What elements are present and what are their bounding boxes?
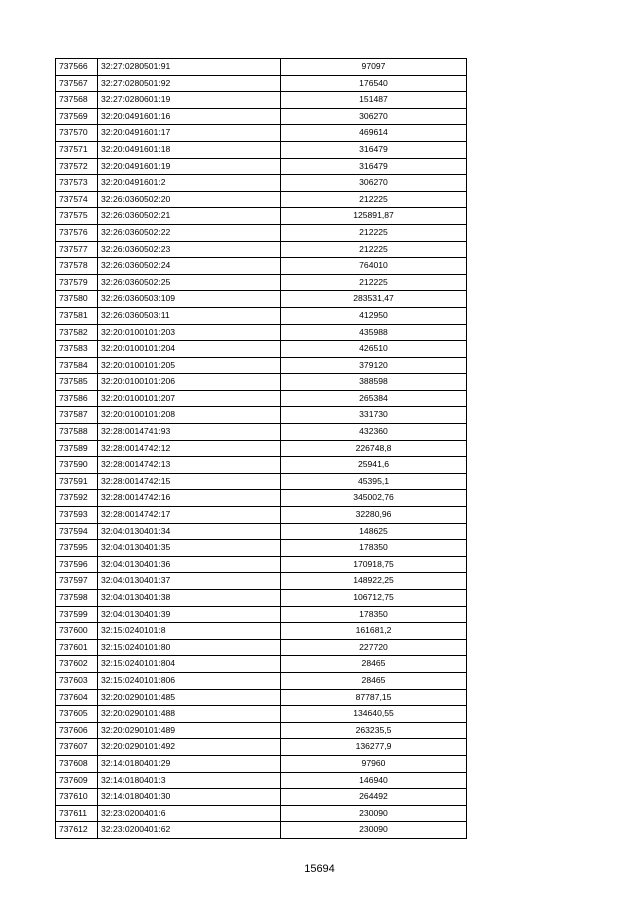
value-cell: 148625 — [281, 523, 467, 540]
cadastral-number-cell: 32:14:0180401:30 — [98, 789, 281, 806]
cadastral-number-cell: 32:20:0491601:17 — [98, 125, 281, 142]
cadastral-number-cell: 32:04:0130401:38 — [98, 590, 281, 607]
row-id-cell: 737609 — [56, 772, 98, 789]
value-cell: 170918,75 — [281, 556, 467, 573]
cadastral-number-cell: 32:15:0240101:80 — [98, 639, 281, 656]
table-row — [56, 789, 467, 806]
cadastral-number-cell: 32:27:0280501:91 — [98, 59, 281, 76]
table-row — [56, 357, 467, 374]
table-row — [56, 473, 467, 490]
row-id-cell: 737566 — [56, 59, 98, 76]
row-id-cell: 737611 — [56, 805, 98, 822]
row-id-cell: 737596 — [56, 556, 98, 573]
cadastral-number-cell: 32:26:0360503:11 — [98, 307, 281, 324]
row-id-cell: 737595 — [56, 540, 98, 557]
row-id-cell: 737571 — [56, 141, 98, 158]
value-cell: 28465 — [281, 672, 467, 689]
value-cell: 412950 — [281, 307, 467, 324]
value-cell: 45395,1 — [281, 473, 467, 490]
value-cell: 230090 — [281, 822, 467, 839]
row-id-cell: 737581 — [56, 307, 98, 324]
value-cell: 263235,5 — [281, 722, 467, 739]
cadastral-number-cell: 32:27:0280601:19 — [98, 92, 281, 109]
page-number: 15694 — [304, 863, 335, 875]
row-id-cell: 737569 — [56, 108, 98, 125]
row-id-cell: 737606 — [56, 722, 98, 739]
table-row — [56, 258, 467, 275]
row-id-cell: 737588 — [56, 424, 98, 441]
cadastral-number-cell: 32:20:0100101:206 — [98, 374, 281, 391]
value-cell: 426510 — [281, 341, 467, 358]
value-cell: 316479 — [281, 141, 467, 158]
table-row — [56, 440, 467, 457]
value-cell: 469614 — [281, 125, 467, 142]
cadastral-number-cell: 32:04:0130401:36 — [98, 556, 281, 573]
table-row — [56, 175, 467, 192]
row-id-cell: 737580 — [56, 291, 98, 308]
row-id-cell: 737577 — [56, 241, 98, 258]
cadastral-number-cell: 32:04:0130401:35 — [98, 540, 281, 557]
table-row — [56, 191, 467, 208]
value-cell: 306270 — [281, 108, 467, 125]
table-row — [56, 341, 467, 358]
cadastral-number-cell: 32:28:0014742:15 — [98, 473, 281, 490]
row-id-cell: 737607 — [56, 739, 98, 756]
row-id-cell: 737585 — [56, 374, 98, 391]
table-row — [56, 324, 467, 341]
table-row — [56, 772, 467, 789]
cadastral-number-cell: 32:23:0200401:62 — [98, 822, 281, 839]
table-row — [56, 623, 467, 640]
row-id-cell: 737587 — [56, 407, 98, 424]
row-id-cell: 737573 — [56, 175, 98, 192]
value-cell: 25941,6 — [281, 457, 467, 474]
table-row — [56, 59, 467, 76]
row-id-cell: 737593 — [56, 507, 98, 524]
table-row — [56, 141, 467, 158]
value-cell: 227720 — [281, 639, 467, 656]
table-row — [56, 523, 467, 540]
cadastral-number-cell: 32:23:0200401:6 — [98, 805, 281, 822]
value-cell: 230090 — [281, 805, 467, 822]
row-id-cell: 737590 — [56, 457, 98, 474]
value-cell: 764010 — [281, 258, 467, 275]
table-row — [56, 241, 467, 258]
table-row — [56, 457, 467, 474]
value-cell: 435988 — [281, 324, 467, 341]
table-row — [56, 739, 467, 756]
value-cell: 134640,55 — [281, 706, 467, 723]
value-cell: 226748,8 — [281, 440, 467, 457]
row-id-cell: 737575 — [56, 208, 98, 225]
cadastral-number-cell: 32:14:0180401:29 — [98, 755, 281, 772]
cadastral-number-cell: 32:20:0290101:488 — [98, 706, 281, 723]
row-id-cell: 737608 — [56, 755, 98, 772]
table-row — [56, 108, 467, 125]
cadastral-number-cell: 32:04:0130401:39 — [98, 606, 281, 623]
table-row — [56, 689, 467, 706]
value-cell: 212225 — [281, 224, 467, 241]
cadastral-number-cell: 32:20:0491601:18 — [98, 141, 281, 158]
table-row — [56, 507, 467, 524]
table-row — [56, 672, 467, 689]
row-id-cell: 737605 — [56, 706, 98, 723]
table-row — [56, 158, 467, 175]
cadastral-number-cell: 32:28:0014742:17 — [98, 507, 281, 524]
table-row — [56, 307, 467, 324]
row-id-cell: 737570 — [56, 125, 98, 142]
value-cell: 212225 — [281, 191, 467, 208]
table-row — [56, 224, 467, 241]
table-row — [56, 540, 467, 557]
table-row — [56, 390, 467, 407]
value-cell: 432360 — [281, 424, 467, 441]
cadastral-number-cell: 32:04:0130401:37 — [98, 573, 281, 590]
value-cell: 87787,15 — [281, 689, 467, 706]
cadastral-number-cell: 32:28:0014741:93 — [98, 424, 281, 441]
value-cell: 125891,87 — [281, 208, 467, 225]
cadastral-number-cell: 32:20:0290101:485 — [98, 689, 281, 706]
cadastral-number-cell: 32:26:0360503:109 — [98, 291, 281, 308]
table-row — [56, 490, 467, 507]
cadastral-number-cell: 32:26:0360502:20 — [98, 191, 281, 208]
row-id-cell: 737599 — [56, 606, 98, 623]
row-id-cell: 737572 — [56, 158, 98, 175]
cadastral-number-cell: 32:28:0014742:16 — [98, 490, 281, 507]
cadastral-number-cell: 32:26:0360502:25 — [98, 274, 281, 291]
cadastral-number-cell: 32:20:0100101:205 — [98, 357, 281, 374]
value-cell: 388598 — [281, 374, 467, 391]
value-cell: 283531,47 — [281, 291, 467, 308]
row-id-cell: 737602 — [56, 656, 98, 673]
table-row — [56, 374, 467, 391]
cadastral-number-cell: 32:20:0100101:204 — [98, 341, 281, 358]
value-cell: 316479 — [281, 158, 467, 175]
cadastral-number-cell: 32:28:0014742:12 — [98, 440, 281, 457]
cadastral-number-cell: 32:26:0360502:21 — [98, 208, 281, 225]
cadastral-number-cell: 32:15:0240101:8 — [98, 623, 281, 640]
row-id-cell: 737597 — [56, 573, 98, 590]
row-id-cell: 737592 — [56, 490, 98, 507]
value-cell: 379120 — [281, 357, 467, 374]
value-cell: 345002,76 — [281, 490, 467, 507]
value-cell: 97960 — [281, 755, 467, 772]
cadastral-number-cell: 32:26:0360502:23 — [98, 241, 281, 258]
table-row — [56, 424, 467, 441]
cadastral-number-cell: 32:20:0100101:207 — [98, 390, 281, 407]
table-body — [56, 59, 467, 839]
row-id-cell: 737610 — [56, 789, 98, 806]
table-row — [56, 755, 467, 772]
row-id-cell: 737582 — [56, 324, 98, 341]
cadastral-value-table — [55, 58, 467, 839]
cadastral-number-cell: 32:14:0180401:3 — [98, 772, 281, 789]
value-cell: 136277,9 — [281, 739, 467, 756]
row-id-cell: 737567 — [56, 75, 98, 92]
row-id-cell: 737578 — [56, 258, 98, 275]
row-id-cell: 737586 — [56, 390, 98, 407]
table-row — [56, 706, 467, 723]
table-row — [56, 274, 467, 291]
row-id-cell: 737591 — [56, 473, 98, 490]
value-cell: 178350 — [281, 540, 467, 557]
row-id-cell: 737612 — [56, 822, 98, 839]
cadastral-number-cell: 32:26:0360502:22 — [98, 224, 281, 241]
value-cell: 151487 — [281, 92, 467, 109]
row-id-cell: 737603 — [56, 672, 98, 689]
value-cell: 264492 — [281, 789, 467, 806]
row-id-cell: 737600 — [56, 623, 98, 640]
row-id-cell: 737579 — [56, 274, 98, 291]
value-cell: 212225 — [281, 241, 467, 258]
row-id-cell: 737568 — [56, 92, 98, 109]
table-row — [56, 805, 467, 822]
row-id-cell: 737583 — [56, 341, 98, 358]
table-row — [56, 291, 467, 308]
table-row — [56, 75, 467, 92]
value-cell: 106712,75 — [281, 590, 467, 607]
table-row — [56, 556, 467, 573]
cadastral-number-cell: 32:15:0240101:806 — [98, 672, 281, 689]
value-cell: 212225 — [281, 274, 467, 291]
table-row — [56, 639, 467, 656]
cadastral-number-cell: 32:28:0014742:13 — [98, 457, 281, 474]
cadastral-number-cell: 32:20:0491601:19 — [98, 158, 281, 175]
cadastral-number-cell: 32:04:0130401:34 — [98, 523, 281, 540]
cadastral-number-cell: 32:20:0491601:2 — [98, 175, 281, 192]
value-cell: 146940 — [281, 772, 467, 789]
value-cell: 32280,96 — [281, 507, 467, 524]
value-cell: 176540 — [281, 75, 467, 92]
row-id-cell: 737589 — [56, 440, 98, 457]
table-row — [56, 208, 467, 225]
cadastral-number-cell: 32:15:0240101:804 — [98, 656, 281, 673]
value-cell: 28465 — [281, 656, 467, 673]
table-row — [56, 125, 467, 142]
row-id-cell: 737574 — [56, 191, 98, 208]
value-cell: 306270 — [281, 175, 467, 192]
row-id-cell: 737594 — [56, 523, 98, 540]
table-row — [56, 606, 467, 623]
value-cell: 148922,25 — [281, 573, 467, 590]
cadastral-number-cell: 32:20:0100101:208 — [98, 407, 281, 424]
value-cell: 178350 — [281, 606, 467, 623]
table-row — [56, 573, 467, 590]
cadastral-number-cell: 32:20:0290101:492 — [98, 739, 281, 756]
value-cell: 331730 — [281, 407, 467, 424]
cadastral-number-cell: 32:20:0491601:16 — [98, 108, 281, 125]
table-row — [56, 656, 467, 673]
cadastral-number-cell: 32:20:0100101:203 — [98, 324, 281, 341]
row-id-cell: 737601 — [56, 639, 98, 656]
table-row — [56, 407, 467, 424]
cadastral-number-cell: 32:27:0280501:92 — [98, 75, 281, 92]
value-cell: 265384 — [281, 390, 467, 407]
row-id-cell: 737598 — [56, 590, 98, 607]
row-id-cell: 737584 — [56, 357, 98, 374]
row-id-cell: 737576 — [56, 224, 98, 241]
table-row — [56, 822, 467, 839]
value-cell: 97097 — [281, 59, 467, 76]
row-id-cell: 737604 — [56, 689, 98, 706]
cadastral-number-cell: 32:20:0290101:489 — [98, 722, 281, 739]
table-row — [56, 722, 467, 739]
table-row — [56, 590, 467, 607]
cadastral-number-cell: 32:26:0360502:24 — [98, 258, 281, 275]
table-row — [56, 92, 467, 109]
value-cell: 161681,2 — [281, 623, 467, 640]
